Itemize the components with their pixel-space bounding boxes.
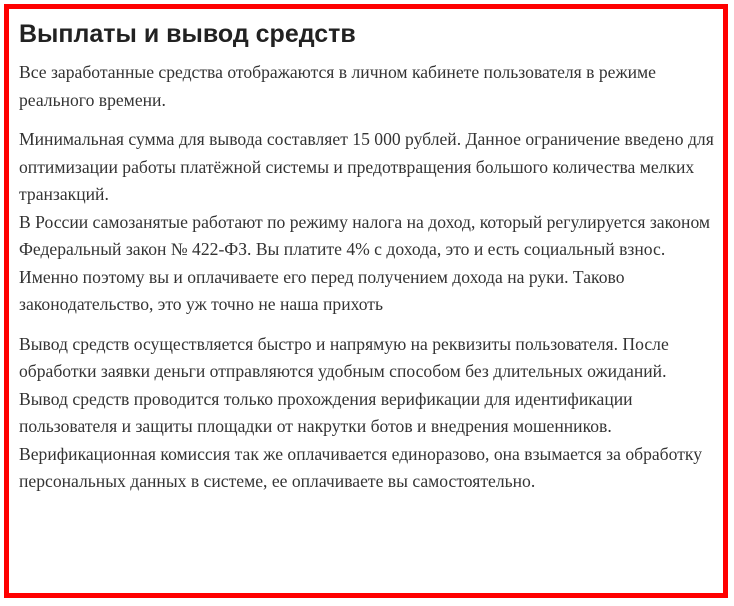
paragraph-minimum-withdrawal: Минимальная сумма для вывода составляет 15 000 рублей. Данное ограничение введено для оптимизации работы платёжной системы и предотвращения большого количества мелких транзакций.	[19, 129, 714, 204]
highlight-frame	[4, 4, 728, 598]
paragraph-verification: Вывод средств проводится только прохождения верификации для идентификации пользователя и защиты площадки от накрутки ботов и внедрения мошенников. Верификационная комиссия так же оплачивается единоразово, она взымается за обработку персональных данных в системе, ее оплачиваете вы самостоятельно.	[19, 388, 702, 491]
paragraph-balance-display: Все заработанные средства отображаются в личном кабинете пользователя в режиме реального времени.	[19, 62, 656, 110]
article-title: Выплаты и вывод средств	[19, 20, 356, 48]
article-content	[19, 12, 719, 496]
paragraph-withdrawal-process: Вывод средств осуществляется быстро и напрямую на реквизиты пользователя. После обработки заявки деньги отправляются удобным способом без длительных ожиданий.	[19, 333, 669, 381]
paragraph-self-employed-tax: В России самозанятые работают по режиму налога на доход, который регулируется законом Федеральный закон № 422-ФЗ. Вы платите 4% с дохода, это и есть социальный взнос. Именно поэтому вы и оплачиваете его перед получением дохода на руки. Таково законодательство, это уж точно не наша прихоть	[19, 211, 711, 314]
